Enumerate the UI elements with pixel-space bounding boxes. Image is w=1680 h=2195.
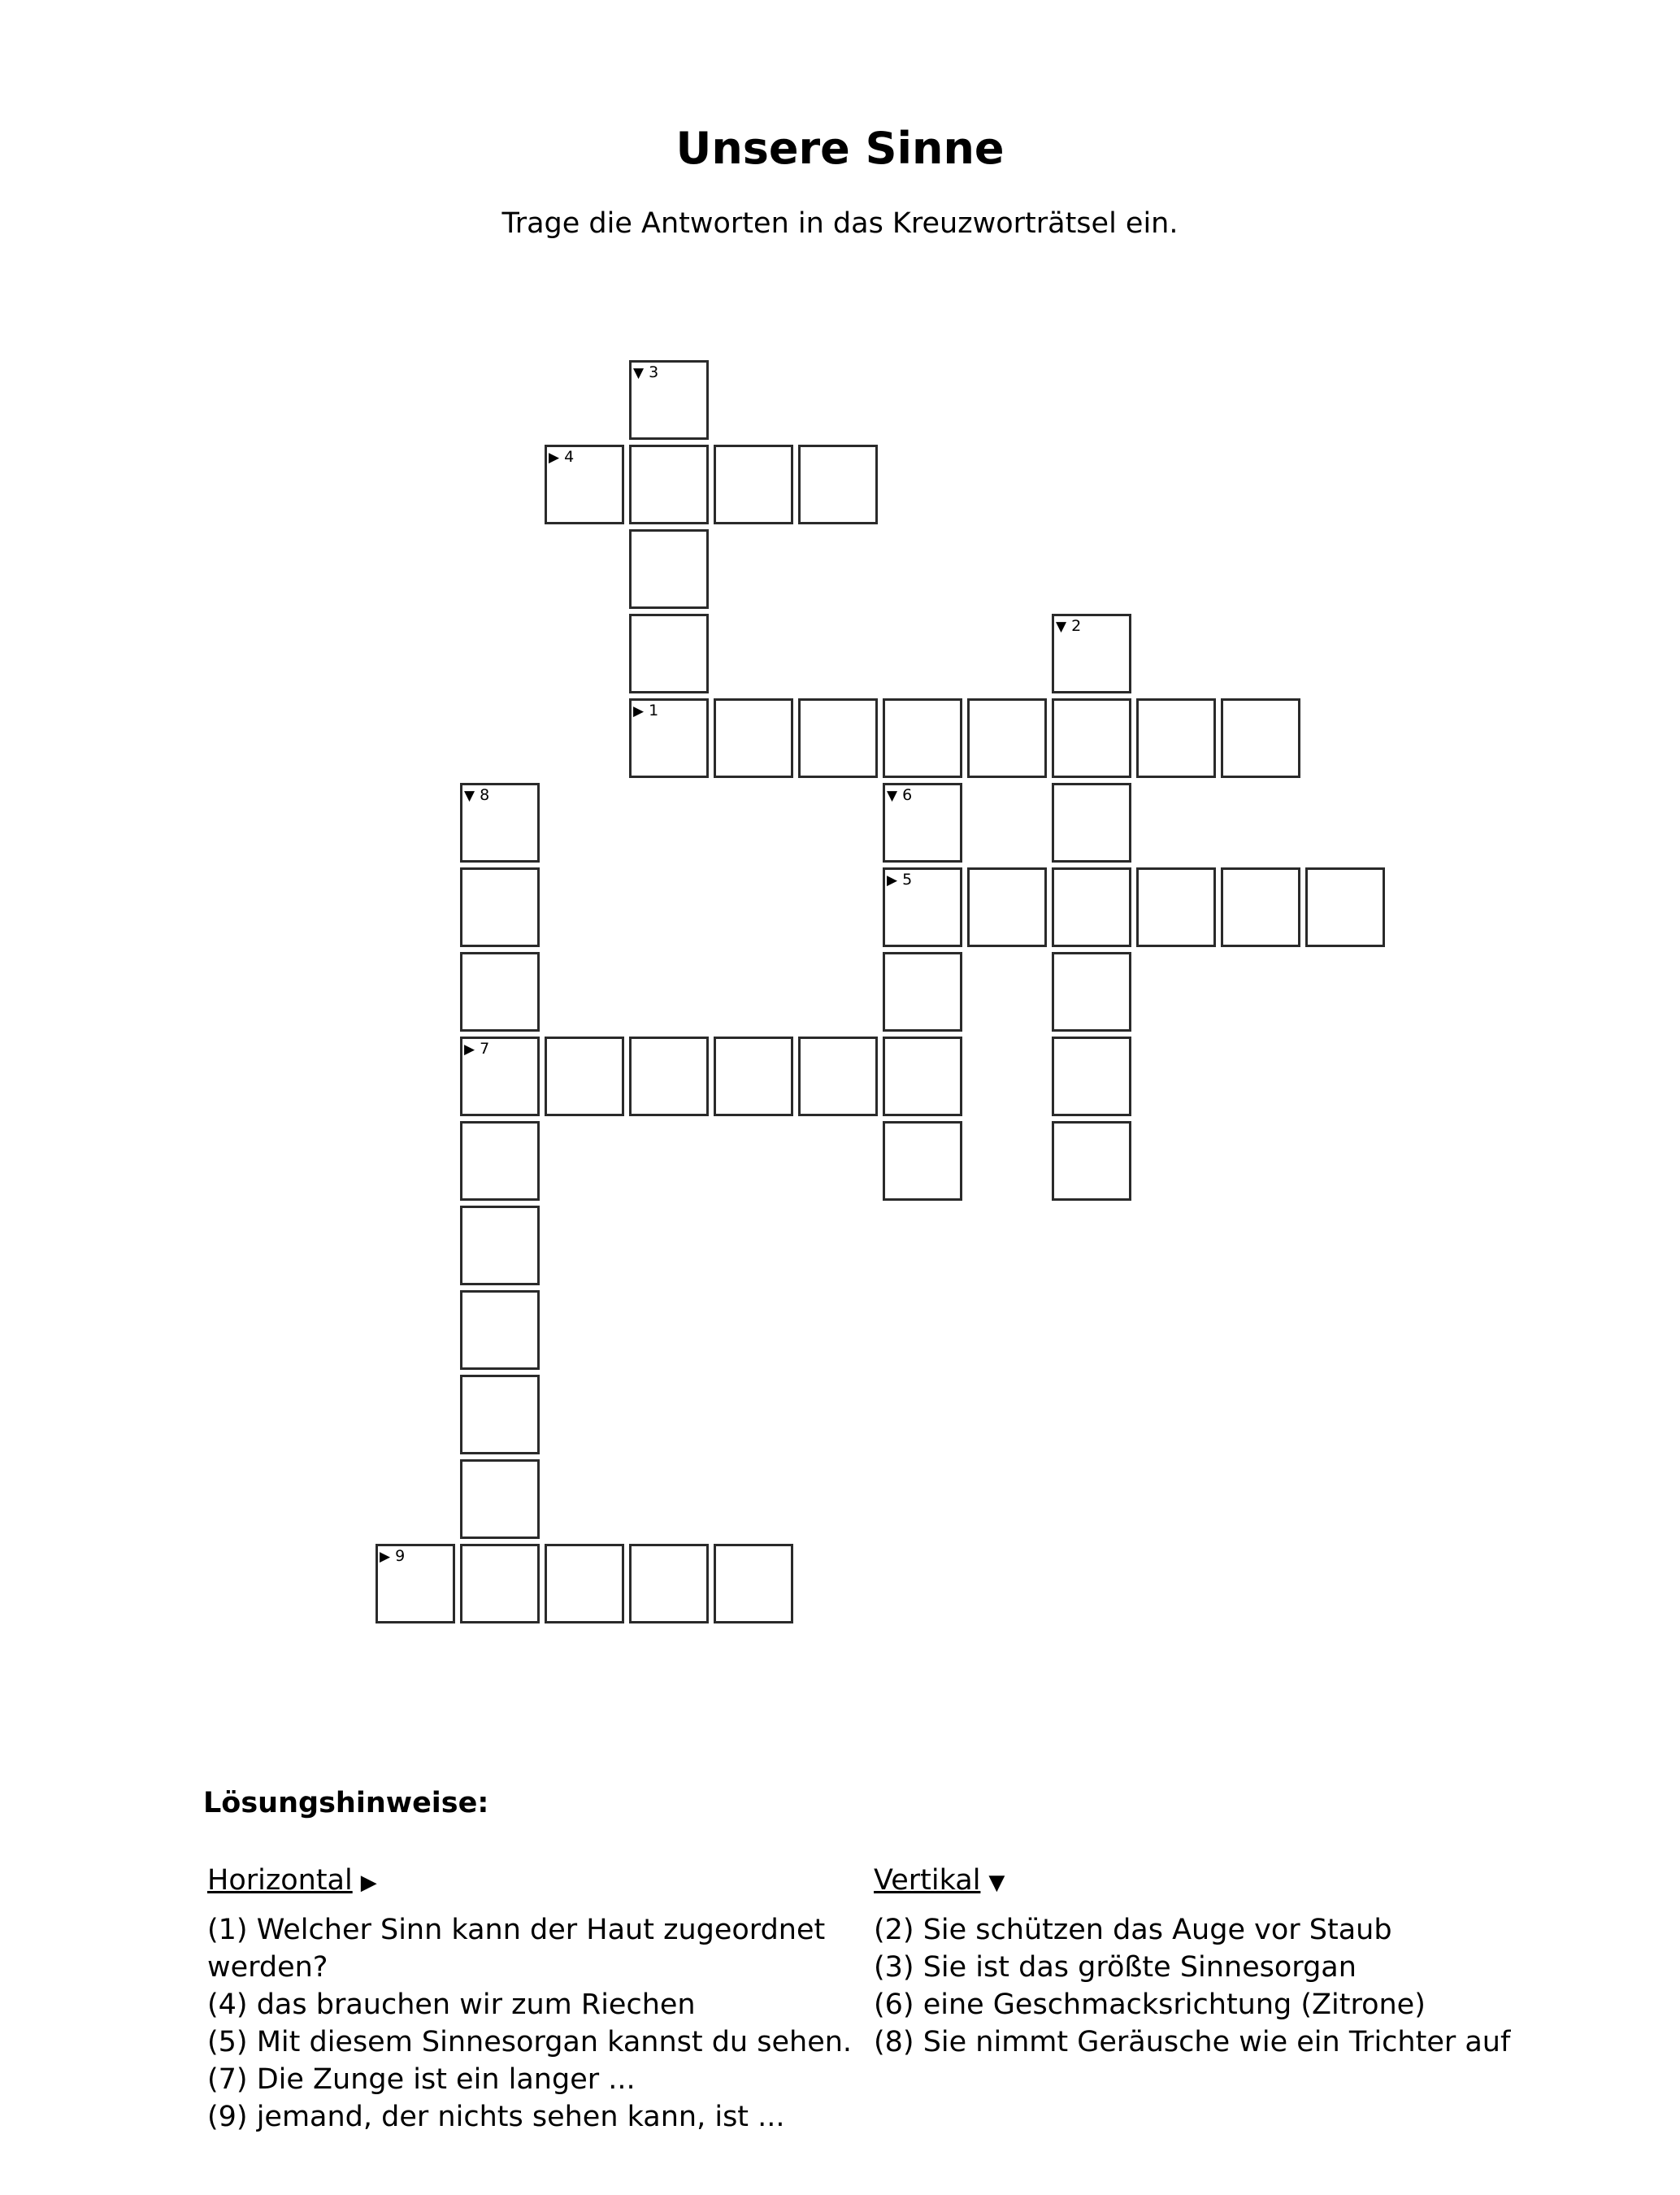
crossword-cell[interactable] bbox=[629, 529, 709, 609]
clue-number: 9 bbox=[395, 1547, 406, 1565]
arrow-right-icon: ▶ bbox=[380, 1549, 391, 1565]
crossword-cell[interactable] bbox=[714, 1544, 793, 1623]
crossword-cell[interactable] bbox=[883, 698, 962, 778]
crossword-cell[interactable] bbox=[883, 952, 962, 1032]
crossword-cell[interactable] bbox=[1052, 1121, 1131, 1201]
crossword-cell[interactable] bbox=[1052, 952, 1131, 1032]
horizontal-label: Horizontal bbox=[207, 1864, 353, 1897]
clue-number: 8 bbox=[480, 786, 490, 804]
crossword-cell[interactable] bbox=[629, 445, 709, 524]
clue-across-9: (9) jemand, der nichts sehen kann, ist ... bbox=[207, 2101, 785, 2133]
clue-number: 1 bbox=[649, 702, 659, 719]
arrow-right-icon: ▶ bbox=[549, 450, 560, 466]
crossword-cell[interactable] bbox=[460, 952, 540, 1032]
crossword-cell[interactable] bbox=[967, 698, 1047, 778]
clue-number: 7 bbox=[480, 1040, 490, 1058]
clue-down-2: (2) Sie schützen das Auge vor Staub bbox=[874, 1914, 1392, 1946]
arrow-right-icon: ▶ bbox=[633, 703, 645, 719]
arrow-down-icon: ▼ bbox=[887, 788, 898, 804]
crossword-cell[interactable] bbox=[629, 1037, 709, 1116]
clue-number-label bbox=[887, 786, 912, 805]
crossword-cell[interactable] bbox=[460, 1121, 540, 1201]
page-title: Unsere Sinne bbox=[675, 123, 1005, 174]
clue-number: 4 bbox=[564, 448, 575, 466]
arrow-down-icon: ▼ bbox=[464, 788, 475, 804]
clue-across-5: (5) Mit diesem Sinnesorgan kannst du sehen. bbox=[207, 2026, 853, 2058]
crossword-cell[interactable] bbox=[1052, 698, 1131, 778]
crossword-cell[interactable] bbox=[1136, 698, 1216, 778]
crossword-cell[interactable] bbox=[460, 867, 540, 947]
hints-heading: Lösungshinweise: bbox=[203, 1787, 489, 1819]
crossword-cell[interactable] bbox=[883, 1037, 962, 1116]
clue-number-label bbox=[633, 363, 658, 382]
crossword-cell[interactable] bbox=[883, 1121, 962, 1201]
crossword-cell[interactable] bbox=[714, 445, 793, 524]
arrow-down-icon: ▼ bbox=[633, 365, 645, 381]
vertical-clues bbox=[874, 1862, 1605, 2061]
arrow-down-icon: ▼ bbox=[1056, 619, 1067, 635]
clue-number-label bbox=[464, 1040, 489, 1058]
crossword-cell[interactable] bbox=[967, 867, 1047, 947]
clue-across-7: (7) Die Zunge ist ein langer ... bbox=[207, 2063, 636, 2096]
crossword-cell[interactable] bbox=[798, 1037, 878, 1116]
crossword-cell[interactable] bbox=[460, 1375, 540, 1454]
clue-number-label bbox=[887, 871, 912, 889]
crossword-cell[interactable] bbox=[545, 1037, 624, 1116]
arrow-right-icon: ▶ bbox=[360, 1871, 377, 1895]
clue-number-label bbox=[633, 702, 658, 720]
clue-across-1: (1) Welcher Sinn kann der Haut zugeordnet werden? bbox=[207, 1914, 826, 1984]
instruction-text: Trage die Antworten in das Kreuzworträtsel ein. bbox=[501, 207, 1179, 240]
crossword-cell[interactable] bbox=[1221, 867, 1300, 947]
crossword-cell[interactable] bbox=[1052, 1037, 1131, 1116]
arrow-right-icon: ▶ bbox=[464, 1041, 475, 1058]
clue-number-label bbox=[380, 1547, 405, 1566]
crossword-cell[interactable] bbox=[460, 1544, 540, 1623]
crossword-cell[interactable] bbox=[545, 1544, 624, 1623]
clue-down-6: (6) eine Geschmacksrichtung (Zitrone) bbox=[874, 1989, 1426, 2021]
crossword-cell[interactable] bbox=[460, 1206, 540, 1285]
clue-number-label bbox=[549, 448, 574, 467]
clue-number-label bbox=[1056, 617, 1081, 636]
clue-across-4: (4) das brauchen wir zum Riechen bbox=[207, 1989, 696, 2021]
crossword-cell[interactable] bbox=[629, 1544, 709, 1623]
vertical-label: Vertikal bbox=[874, 1864, 981, 1897]
crossword-cell[interactable] bbox=[629, 614, 709, 693]
crossword-cell[interactable] bbox=[629, 360, 709, 440]
crossword-cell[interactable] bbox=[798, 445, 878, 524]
horizontal-heading bbox=[207, 1862, 857, 1902]
clue-number: 3 bbox=[649, 363, 659, 381]
crossword-cell[interactable] bbox=[545, 445, 624, 524]
crossword-cell[interactable] bbox=[1052, 867, 1131, 947]
vertical-heading bbox=[874, 1862, 1605, 1902]
crossword-cell[interactable] bbox=[629, 698, 709, 778]
arrow-right-icon: ▶ bbox=[887, 872, 898, 889]
clue-down-8: (8) Sie nimmt Geräusche wie ein Trichter auf bbox=[874, 2026, 1511, 2058]
crossword-cell[interactable] bbox=[714, 698, 793, 778]
crossword-cell[interactable] bbox=[460, 1037, 540, 1116]
crossword-cell[interactable] bbox=[460, 1459, 540, 1539]
crossword-cell[interactable] bbox=[883, 867, 962, 947]
crossword-cell[interactable] bbox=[883, 783, 962, 863]
crossword-cell[interactable] bbox=[1305, 867, 1385, 947]
clue-number: 2 bbox=[1071, 617, 1082, 635]
crossword-cell[interactable] bbox=[376, 1544, 455, 1623]
arrow-down-icon: ▼ bbox=[988, 1871, 1005, 1895]
clue-number: 5 bbox=[902, 871, 913, 889]
horizontal-clues bbox=[207, 1862, 857, 2136]
crossword-cell[interactable] bbox=[1052, 783, 1131, 863]
crossword-cell[interactable] bbox=[1052, 614, 1131, 693]
clue-number-label bbox=[464, 786, 489, 805]
clue-down-3: (3) Sie ist das größte Sinnesorgan bbox=[874, 1951, 1357, 1984]
crossword-cell[interactable] bbox=[460, 783, 540, 863]
crossword-cell[interactable] bbox=[460, 1290, 540, 1370]
crossword-cell[interactable] bbox=[714, 1037, 793, 1116]
crossword-cell[interactable] bbox=[1221, 698, 1300, 778]
clue-number: 6 bbox=[902, 786, 913, 804]
crossword-cell[interactable] bbox=[1136, 867, 1216, 947]
crossword-cell[interactable] bbox=[798, 698, 878, 778]
